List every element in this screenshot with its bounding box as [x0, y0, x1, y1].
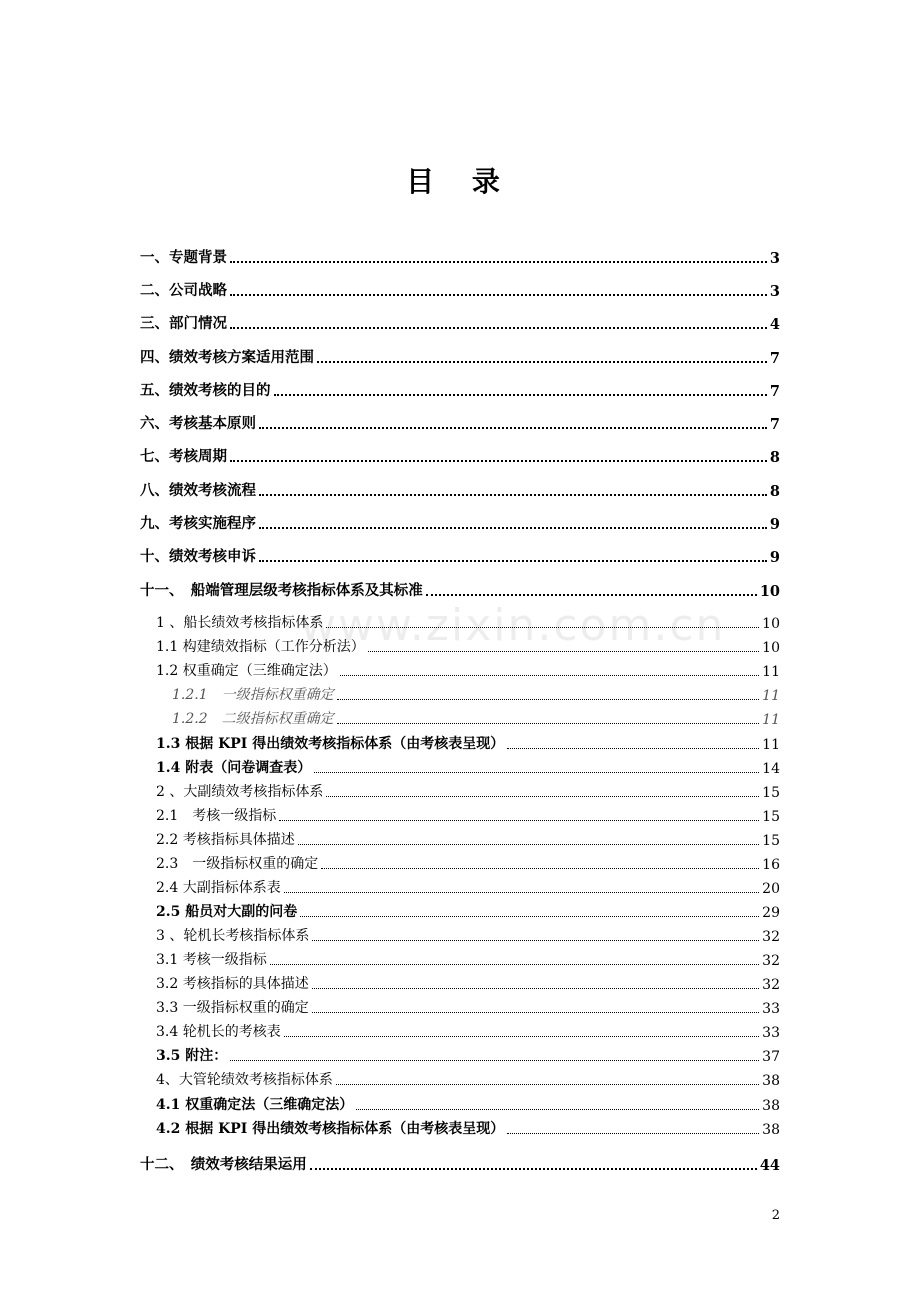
toc-leader-dots: [507, 1132, 759, 1134]
toc-entry-title: 1.2.1 一级指标权重确定: [172, 687, 334, 703]
toc-entry-title: 3.2 考核指标的具体描述: [156, 976, 309, 992]
toc-entry-title: 2.4 大副指标体系表: [156, 880, 281, 896]
toc-entry[interactable]: [156, 827, 780, 849]
toc-entry-page: 9: [769, 516, 780, 533]
toc-entry-title: 1.4 附表（问卷调查表）: [156, 760, 312, 776]
toc-entry-page: 38: [762, 1098, 780, 1114]
toc-entry-page: 7: [769, 416, 780, 433]
toc-leader-dots: [259, 526, 767, 529]
toc-entry-page: 32: [762, 929, 780, 945]
toc-entry[interactable]: [140, 1150, 780, 1174]
toc-entry-title: 3 、轮机长考核指标体系: [156, 928, 310, 944]
toc-entry-title: 二、公司战略: [140, 282, 227, 299]
toc-entry[interactable]: [156, 1043, 780, 1065]
toc-entry-page: 7: [769, 383, 780, 400]
toc-entry[interactable]: [156, 634, 780, 656]
toc-entry-page: 15: [762, 833, 780, 849]
toc-entry-title: 3.3 一级指标权重的确定: [156, 1000, 309, 1016]
toc-entry[interactable]: [156, 995, 780, 1017]
toc-leader-dots: [312, 987, 759, 989]
toc-entry-title: 十一、 船端管理层级考核指标体系及其标准: [140, 582, 423, 599]
toc-entry-title: 1 、船长绩效考核指标体系: [156, 615, 324, 631]
toc-leader-dots: [230, 326, 767, 329]
toc-entry[interactable]: [172, 682, 780, 704]
toc-entry-page: 20: [762, 881, 780, 897]
toc-entry-page: 3: [769, 250, 780, 267]
toc-leader-dots: [507, 747, 759, 749]
toc-entry-page: 8: [769, 449, 780, 466]
toc-leader-dots: [279, 819, 759, 821]
toc-entry-title: 2.2 考核指标具体描述: [156, 832, 295, 848]
toc-entry-title: 1.1 构建绩效指标（工作分析法）: [156, 639, 365, 655]
toc-leader-dots: [274, 393, 767, 396]
toc-entry-page: 14: [762, 761, 780, 777]
toc-leader-dots: [284, 1035, 759, 1037]
toc-entry-title: 2 、大副绩效考核指标体系: [156, 784, 324, 800]
toc-entry-title: 五、绩效考核的目的: [140, 382, 271, 399]
toc-entry[interactable]: [140, 309, 780, 333]
toc-entry-title: 七、考核周期: [140, 448, 227, 465]
toc-leader-dots: [321, 867, 759, 869]
toc-entry[interactable]: [156, 610, 780, 632]
toc-entry-title: 十二、 绩效考核结果运用: [140, 1156, 307, 1173]
toc-entry[interactable]: [140, 409, 780, 433]
toc-leader-dots: [300, 915, 759, 917]
toc-leader-dots: [314, 771, 759, 773]
toc-entry[interactable]: [140, 276, 780, 300]
toc-entry[interactable]: [156, 755, 780, 777]
toc-entry[interactable]: [140, 476, 780, 500]
toc-leader-dots: [312, 939, 759, 941]
toc-entry-page: 10: [759, 583, 780, 600]
toc-entry[interactable]: [156, 658, 780, 680]
toc-entry-page: 37: [762, 1049, 780, 1065]
toc-leader-dots: [340, 674, 759, 676]
toc-leader-dots: [336, 1083, 759, 1085]
toc-entry[interactable]: [156, 1116, 780, 1138]
toc-leader-dots: [310, 1167, 757, 1170]
toc-leader-dots: [326, 626, 759, 628]
toc-entry-page: 4: [769, 316, 780, 333]
toc-entry-title: 1.2.2 二级指标权重确定: [172, 711, 334, 727]
toc-entry-title: 4、大管轮绩效考核指标体系: [156, 1072, 333, 1088]
toc-entry-title: 3.4 轮机长的考核表: [156, 1024, 281, 1040]
page-title: 目 录: [406, 165, 514, 198]
toc-entry-title: 三、部门情况: [140, 315, 227, 332]
toc-entry[interactable]: [140, 243, 780, 267]
toc-entry-title: 十、绩效考核申诉: [140, 548, 256, 565]
toc-leader-dots: [337, 698, 760, 700]
toc-entry-title: 2.5 船员对大副的问卷: [156, 904, 298, 920]
toc-entry-title: 六、考核基本原则: [140, 415, 256, 432]
toc-leader-dots: [298, 843, 759, 845]
toc-leader-dots: [326, 795, 759, 797]
toc-entry[interactable]: [172, 706, 780, 728]
toc-leader-dots: [284, 891, 759, 893]
toc-entry-title: 1.3 根据 KPI 得出绩效考核指标体系（由考核表呈现）: [156, 736, 505, 752]
toc-leader-dots: [426, 593, 757, 596]
toc-entry-page: 33: [762, 1001, 780, 1017]
toc-entry[interactable]: [156, 803, 780, 825]
toc-entry-title: 九、考核实施程序: [140, 515, 256, 532]
toc-entry-page: 38: [762, 1073, 780, 1089]
toc-leader-dots: [230, 459, 767, 462]
toc-leader-dots: [337, 722, 760, 724]
toc-entry-title: 3.1 考核一级指标: [156, 952, 267, 968]
watermark: www.zixin.com.cn: [300, 600, 726, 651]
toc-entry[interactable]: [140, 509, 780, 533]
toc-entry-page: 11: [762, 712, 780, 728]
toc-entry-title: 4.2 根据 KPI 得出绩效考核指标体系（由考核表呈现）: [156, 1121, 505, 1137]
toc-entry-page: 9: [769, 549, 780, 566]
toc-entry-title: 八、绩效考核流程: [140, 482, 256, 499]
toc-entry[interactable]: [156, 779, 780, 801]
toc-leader-dots: [368, 650, 759, 652]
toc-leader-dots: [230, 293, 767, 296]
toc-entry[interactable]: [140, 542, 780, 566]
toc-entry[interactable]: [140, 442, 780, 466]
toc-leader-dots: [317, 360, 767, 363]
toc-entry-page: 38: [762, 1122, 780, 1138]
toc-entry[interactable]: [156, 1092, 780, 1114]
toc-entry-page: 10: [762, 640, 780, 656]
toc-entry[interactable]: [156, 1019, 780, 1041]
toc-entry-title: 4.1 权重确定法（三维确定法）: [156, 1097, 354, 1113]
toc-leader-dots: [356, 1108, 759, 1110]
toc-entry-title: 2.3 一级指标权重的确定: [156, 856, 319, 872]
toc-entry-page: 11: [762, 664, 780, 680]
toc-entry[interactable]: [156, 731, 780, 753]
toc-entry-page: 15: [762, 785, 780, 801]
toc-entry[interactable]: [140, 376, 780, 400]
toc-leader-dots: [230, 260, 767, 263]
toc-entry-page: 10: [762, 616, 780, 632]
toc-entry[interactable]: [156, 923, 780, 945]
toc-entry-page: 15: [762, 809, 780, 825]
toc-entry-title: 四、绩效考核方案适用范围: [140, 349, 314, 366]
toc-entry[interactable]: [156, 875, 780, 897]
toc-entry-page: 8: [769, 483, 780, 500]
toc-entry[interactable]: [156, 971, 780, 993]
toc-entry-page: 16: [762, 857, 780, 873]
toc-leader-dots: [259, 493, 767, 496]
toc-entry-title: 一、专题背景: [140, 249, 227, 266]
toc-entry-page: 29: [762, 905, 780, 921]
toc-entry[interactable]: [140, 576, 780, 600]
toc-entry-page: 33: [762, 1025, 780, 1041]
toc-entry-page: 11: [762, 688, 780, 704]
toc-entry[interactable]: [156, 851, 780, 873]
toc-entry-title: 3.5 附注：: [156, 1048, 228, 1064]
toc-leader-dots: [312, 1011, 759, 1013]
toc-leader-dots: [270, 963, 759, 965]
toc-entry-title: 2.1 考核一级指标: [156, 808, 277, 824]
toc-entry-page: 7: [769, 350, 780, 367]
toc-entry-page: 44: [759, 1157, 780, 1174]
toc-entry-page: 3: [769, 283, 780, 300]
toc-entry[interactable]: [156, 899, 780, 921]
toc-entry[interactable]: [156, 1067, 780, 1089]
toc-leader-dots: [259, 426, 767, 429]
toc-entry-title: 1.2 权重确定（三维确定法）: [156, 663, 337, 679]
toc-entry-page: 32: [762, 953, 780, 969]
toc-entry[interactable]: [140, 343, 780, 367]
toc-entry-page: 32: [762, 977, 780, 993]
toc-leader-dots: [230, 1059, 759, 1061]
toc-entry-page: 11: [762, 737, 780, 753]
toc-entry[interactable]: [156, 947, 780, 969]
toc-leader-dots: [259, 559, 767, 562]
page-number: 2: [771, 1208, 780, 1223]
